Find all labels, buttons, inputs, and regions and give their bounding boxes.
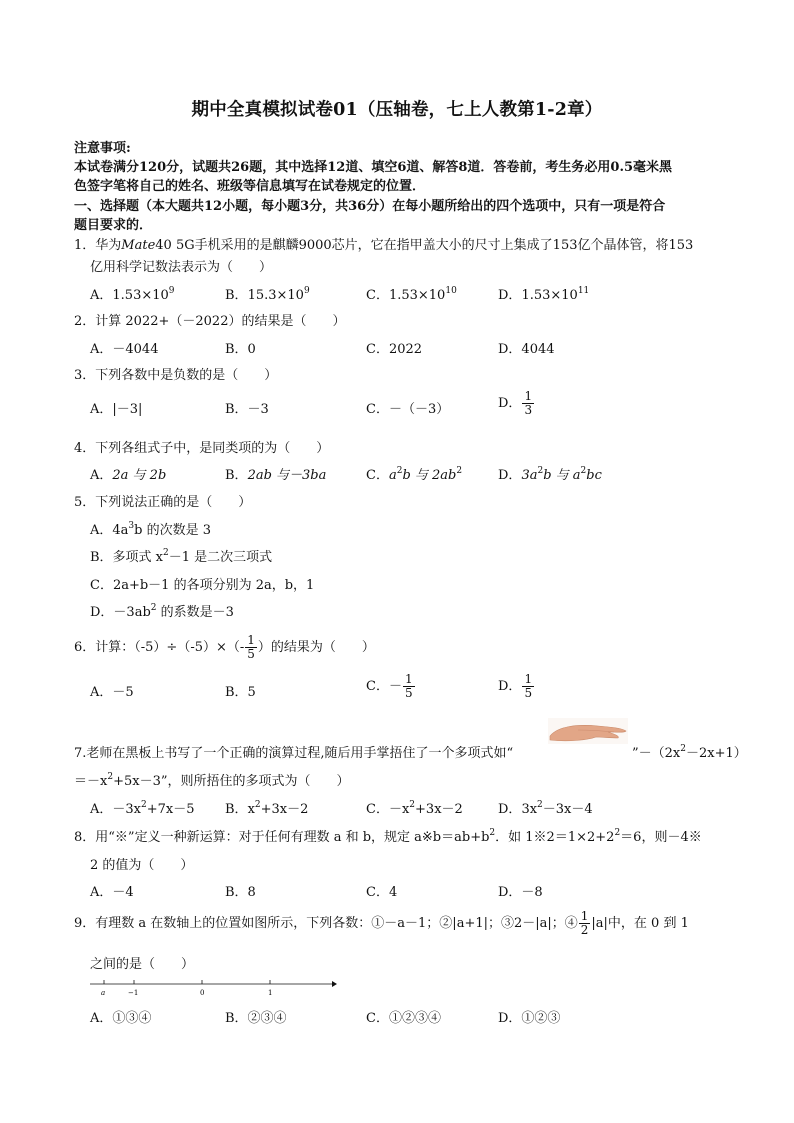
q8-option-b[interactable]: B．8 bbox=[225, 885, 256, 900]
opt-exp: 2 bbox=[489, 828, 496, 838]
hand-image bbox=[548, 718, 628, 744]
q9-option-a[interactable]: A．①③④ bbox=[90, 1011, 152, 1026]
opt-text: －3x bbox=[112, 802, 141, 817]
opt-exp: 2 bbox=[537, 466, 544, 476]
fraction bbox=[245, 634, 257, 661]
opt-expr: b 与 2ab bbox=[402, 468, 457, 483]
opt-base: 1.53×10 bbox=[112, 288, 169, 303]
q1-stem-line-2: 亿用科学记数法表示为（ ） bbox=[90, 260, 273, 275]
q4-option-b[interactable] bbox=[225, 464, 326, 483]
axis-label-1: 1 bbox=[268, 989, 273, 997]
q2-option-c[interactable]: C．2022 bbox=[366, 342, 423, 357]
q7-stem bbox=[74, 742, 513, 761]
opt-text: A．4a bbox=[90, 523, 129, 538]
notice-line-2: 色签字笔将自己的姓名、班级等信息填写在试卷规定的位置． bbox=[74, 179, 426, 194]
opt-exp: 9 bbox=[303, 286, 310, 296]
q1-pre: 1．华为 bbox=[74, 238, 122, 253]
opt-expr: a bbox=[388, 468, 397, 483]
opt-exp: 2 bbox=[107, 772, 114, 782]
opt-exp: 9 bbox=[168, 286, 175, 296]
q5-option-d[interactable] bbox=[90, 601, 234, 620]
page-title: 期中全真模拟试卷01（压轴卷，七上人教第1-2章） bbox=[191, 100, 603, 120]
axis-label-0: 0 bbox=[200, 989, 205, 997]
frac-num: 1 bbox=[580, 909, 589, 923]
frac-den: 5 bbox=[524, 686, 533, 700]
q1-stem bbox=[74, 234, 693, 253]
q7-line2-post: +5x－3”，则所捂住的多项式为（ ） bbox=[113, 774, 350, 789]
opt-expr: 3a bbox=[521, 468, 538, 483]
q4-option-a[interactable] bbox=[90, 464, 166, 483]
opt-text: x bbox=[247, 802, 255, 817]
opt-exp: 2 bbox=[580, 466, 587, 476]
opt-letter: B． bbox=[225, 468, 248, 483]
opt-exp: 2 bbox=[456, 466, 463, 476]
opt-base: 15.3×10 bbox=[247, 288, 304, 303]
q9-option-c[interactable]: C．①②③④ bbox=[366, 1011, 441, 1026]
q9-stem-line-2: 之间的是（ ） bbox=[90, 957, 195, 972]
opt-exp: 3 bbox=[128, 521, 135, 531]
opt-base: 1.53×10 bbox=[388, 288, 446, 303]
opt-base: 1.53×10 bbox=[521, 288, 578, 303]
q1-option-b[interactable] bbox=[225, 284, 310, 303]
q6-option-c[interactable] bbox=[366, 673, 416, 700]
q7-option-d[interactable] bbox=[498, 798, 593, 817]
opt-letter: A． bbox=[90, 802, 113, 817]
opt-exp: 10 bbox=[445, 286, 457, 296]
section-1-line-2: 题目要求的． bbox=[74, 218, 153, 233]
opt-text: B．多项式 x bbox=[90, 550, 164, 565]
opt-exp: 2 bbox=[396, 466, 403, 476]
q6-option-a[interactable]: A．－5 bbox=[90, 685, 134, 700]
q7-line2-pre: ＝－x bbox=[74, 774, 108, 789]
q3-stem: 3．下列各数中是负数的是（ ） bbox=[74, 368, 278, 383]
q9-post: |a|中，在 0 到 1 bbox=[591, 916, 689, 931]
opt-text: +3x－2 bbox=[415, 802, 463, 817]
q2-stem: 2．计算 2022+（－2022）的结果是（ ） bbox=[74, 314, 346, 329]
opt-text: D．－3ab bbox=[90, 605, 151, 620]
frac-den: 5 bbox=[404, 686, 413, 700]
frac-den: 3 bbox=[524, 403, 533, 417]
opt-text: +7x－5 bbox=[146, 802, 195, 817]
q5-option-c[interactable]: C．2a+b－1 的各项分别为 2a，b，1 bbox=[90, 578, 315, 593]
frac-num: 1 bbox=[524, 389, 533, 403]
q6-stem bbox=[74, 634, 375, 661]
opt-text: －x bbox=[388, 802, 410, 817]
q9-pre: 9．有理数 a 在数轴上的位置如图所示，下列各数：①－a－1；②|a+1|；③2－|a|；④ bbox=[74, 916, 578, 931]
opt-exp: 11 bbox=[577, 286, 590, 296]
opt-text: 的系数是－3 bbox=[156, 605, 234, 620]
fraction bbox=[579, 910, 591, 937]
q8-mid: ．如 1※2＝1×2+2 bbox=[495, 830, 615, 845]
opt-exp: 2 bbox=[163, 548, 169, 558]
frac-num: 1 bbox=[524, 672, 533, 686]
q8-stem bbox=[74, 826, 702, 845]
q9-option-d[interactable]: D．①②③ bbox=[498, 1011, 561, 1026]
q8-option-c[interactable]: C．4 bbox=[366, 885, 398, 900]
notice-heading: 注意事项: bbox=[74, 141, 131, 156]
q3-option-a[interactable]: A．|－3| bbox=[90, 402, 143, 417]
q5-stem: 5．下列说法正确的是（ ） bbox=[74, 495, 252, 510]
opt-exp: 2 bbox=[537, 800, 543, 810]
opt-exp: 2 bbox=[409, 800, 416, 810]
opt-exp: 2 bbox=[680, 744, 686, 754]
q2-option-b[interactable]: B．0 bbox=[225, 342, 256, 357]
q5-option-a[interactable] bbox=[90, 519, 211, 538]
opt-text: －3x－4 bbox=[542, 802, 593, 817]
opt-expr: bc bbox=[586, 468, 602, 483]
q1-option-c[interactable] bbox=[366, 284, 457, 303]
opt-expr: b 与 a bbox=[543, 468, 581, 483]
frac-den: 5 bbox=[247, 647, 255, 661]
q8-stem-line-2: 2 的值为（ ） bbox=[90, 858, 194, 873]
q4-option-c[interactable] bbox=[366, 464, 462, 483]
q9-option-b[interactable]: B．②③④ bbox=[225, 1011, 287, 1026]
q6-option-b[interactable]: B．5 bbox=[225, 685, 256, 700]
axis-label-neg1: −1 bbox=[128, 989, 139, 997]
q9-stem bbox=[74, 910, 689, 937]
opt-letter: C． bbox=[366, 288, 389, 303]
q8-post: ＝6，则－4※ bbox=[620, 830, 702, 845]
opt-letter: D． bbox=[498, 679, 522, 694]
q6-pre: 6．计算：（-5）÷（-5）×（- bbox=[74, 640, 245, 655]
opt-letter: C．－ bbox=[366, 679, 402, 694]
q8-option-d[interactable]: D．－8 bbox=[498, 885, 543, 900]
opt-text: b 的次数是 3 bbox=[134, 523, 212, 538]
q7-stem-tail bbox=[632, 742, 747, 761]
opt-exp: 2 bbox=[614, 828, 621, 838]
q3-option-d[interactable] bbox=[498, 390, 535, 417]
q8-pre: 8．用“※”定义一种新运算：对于任何有理数 a 和 b，规定 a※b＝ab+b bbox=[74, 830, 490, 845]
opt-letter: B． bbox=[225, 802, 248, 817]
frac-num: 1 bbox=[247, 633, 255, 647]
opt-letter: D． bbox=[498, 468, 522, 483]
opt-exp: 2 bbox=[150, 603, 157, 613]
frac-den: 2 bbox=[580, 923, 589, 937]
notice-line-1: 本试卷满分120分，试题共26题，其中选择12道、填空6道、解答8道．答卷前，考生务必用0.5毫米黑 bbox=[74, 160, 673, 175]
q7-option-c[interactable] bbox=[366, 798, 463, 817]
q1-option-d[interactable] bbox=[498, 284, 589, 303]
number-line bbox=[88, 978, 338, 1002]
section-1-line-1: 一、选择题（本大题共12小题，每小题3分，共36分）在每小题所给出的四个选项中，只有一项是符合 bbox=[74, 199, 666, 214]
q2-option-d[interactable]: D．4044 bbox=[498, 342, 555, 357]
frac-num: 1 bbox=[404, 672, 413, 686]
q7-stem-line-2 bbox=[74, 770, 350, 789]
q1-post: 40 5G手机采用的是麒麟9000芯片，它在指甲盖大小的尺寸上集成了153亿个晶体管，将153 bbox=[155, 238, 694, 253]
q6-option-d[interactable] bbox=[498, 673, 535, 700]
opt-letter: D． bbox=[498, 288, 522, 303]
opt-text: +3x－2 bbox=[260, 802, 309, 817]
opt-exp: 2 bbox=[141, 800, 147, 810]
q4-stem: 4．下列各组式子中，是同类项的为（ ） bbox=[74, 441, 330, 456]
fraction bbox=[522, 390, 534, 417]
q3-option-c[interactable]: C．－（－3） bbox=[366, 402, 450, 417]
opt-text: 3x bbox=[521, 802, 538, 817]
opt-letter: C． bbox=[366, 468, 389, 483]
q7-option-a[interactable] bbox=[90, 798, 195, 817]
opt-letter: D． bbox=[498, 396, 522, 411]
fraction bbox=[403, 673, 415, 700]
arrow-icon bbox=[332, 981, 337, 987]
q5-option-b[interactable] bbox=[90, 546, 272, 565]
q1-model: Mate bbox=[121, 238, 156, 253]
opt-letter: D． bbox=[498, 802, 522, 817]
axis-label-a: a bbox=[101, 989, 106, 997]
q6-post: ）的结果为（ ） bbox=[257, 640, 375, 655]
q4-option-d[interactable] bbox=[498, 464, 602, 483]
opt-expr: 2a 与 2b bbox=[112, 468, 167, 483]
q1-option-a[interactable] bbox=[90, 284, 175, 303]
q7-pre: 7.老师在黑板上书写了一个正确的演算过程,随后用手掌捂住了一个多项式如“ bbox=[74, 746, 514, 761]
opt-letter: A． bbox=[90, 288, 113, 303]
opt-expr: 2ab 与－3ba bbox=[247, 468, 327, 483]
opt-exp: 2 bbox=[254, 800, 261, 810]
q8-option-a[interactable]: A．－4 bbox=[90, 885, 134, 900]
opt-letter: A． bbox=[90, 468, 113, 483]
opt-letter: C． bbox=[366, 802, 389, 817]
q2-option-a[interactable]: A．－4044 bbox=[90, 342, 159, 357]
q3-option-b[interactable]: B．－3 bbox=[225, 402, 269, 417]
opt-letter: B． bbox=[225, 288, 248, 303]
fraction bbox=[522, 673, 534, 700]
q7-post2: －2x+1） bbox=[685, 746, 747, 761]
q7-post: ”－（2x bbox=[632, 746, 681, 761]
opt-text: －1 是二次三项式 bbox=[168, 550, 273, 565]
q7-option-b[interactable] bbox=[225, 798, 308, 817]
